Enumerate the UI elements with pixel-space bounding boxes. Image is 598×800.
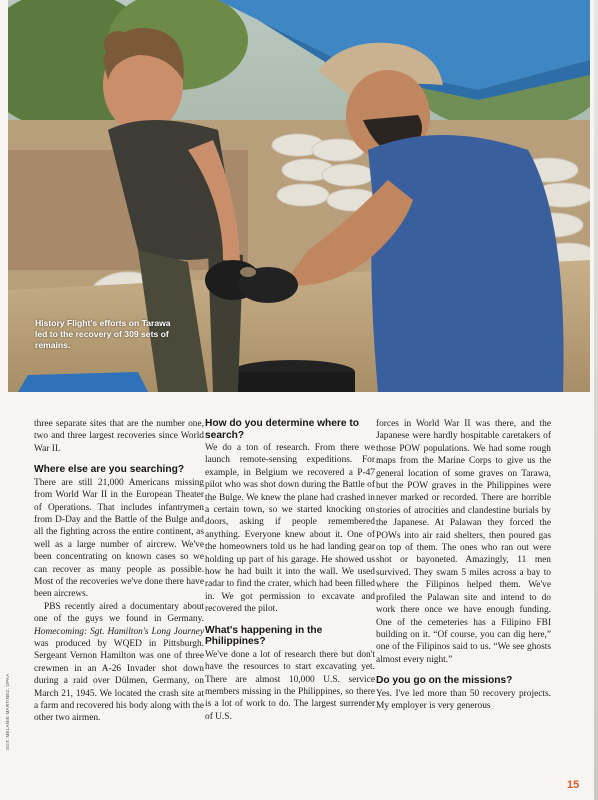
question-heading: What's happening in the Philippines? xyxy=(205,624,323,648)
paragraph: We've done a lot of research there but don't have the resources to start excavating yet. There are almost 10,000 U.S. service members missing in the Philippines, so there is a lot of work to do. The largest surrender of U.S. xyxy=(205,649,375,722)
paragraph: We do a ton of research. From there we launch remote-sensing expeditions. For example, in Belgium we recovered a P-47 pilot who was shot down during the Battle of the Bulge. We knew the plane had crashed in a certain town, so we started knocking on doors, asking if people remembered anything. Everyone knew about it. One of the homeowners told us he had landing gear holding up part of his garage. He showed us how he had built it into the wall. We used radar to find the crater, which had been filled in. We got permission to excavate and recovered the pilot. xyxy=(205,443,375,615)
paragraph: There are still 21,000 Americans missing from World War II in the European Theater of Operations. That includes infantrymen from D-Day and the Battle of the Bulge and all the fighting across the entire continent, as well as a large number of aircrew. We've been concentrating on known cases so we can recover as many people as possible. Most of the recoveries we've done there have been aircrews. xyxy=(34,477,204,600)
article-column-3 xyxy=(376,418,551,712)
article-column-2 xyxy=(205,418,375,723)
photo-caption: History Flight's efforts on Tarawa led to the recovery of 309 sets of remains. xyxy=(35,318,171,350)
photo-credit xyxy=(3,640,13,750)
question-heading: Do you go on the missions? xyxy=(376,675,513,687)
paragraph-text: was produced by WQED in Pittsburgh. Sergeant Vernon Hamilton was one of three crewmen in an A-26 Invader shot down during a raid over Dülmen, Germany, on March 21, 1945. We located the crash site at a farm and recovered his body along with the other two airmen. xyxy=(34,639,204,724)
article-column-1 xyxy=(34,418,204,725)
scan-edge xyxy=(594,0,598,800)
question-heading: Where else are you searching? xyxy=(34,464,185,476)
documentary-title: Homecoming: Sgt. Hamilton's Long Journey xyxy=(34,626,204,637)
paragraph xyxy=(34,601,204,725)
page-number: 15 xyxy=(567,779,580,791)
paragraph: three separate sites that are the number one, two and three largest recoveries since World War II. xyxy=(34,419,204,454)
paragraph: forces in World War II was there, and the Japanese were hardly hospitable caretakers of those POW populations. We had some rough maps from the Marine Corps to give us the general location of some graves on Tarawa, but the POW graves in the Philippines were never marked or recorded. There are horrible stories of atrocities and clandestine burials by the Japanese. At Palawan they forced the POWs into air raid shelters, then poured gas on top of them. The ones who ran out were shot or bayoneted. Amazingly, 11 men survived. They swam 5 miles across a bay to where the Filipinos helped them. We've profiled the Palawan site and intend to do work there once we have enough funding. One of the cemeteries has a Filipino FBI building on it. “Of course, you can dig here,” one of the Filipinos said to us. “We see ghosts almost every night.” xyxy=(376,419,551,665)
paragraph: Yes. I've led more than 50 recovery projects. My employer is very generous xyxy=(376,688,551,712)
question-heading: How do you determine where to search? xyxy=(205,418,359,441)
photo-credit-text: SGT. MELANIE MARTINEZ, DPAA xyxy=(5,673,10,750)
paragraph-text: PBS recently aired a documentary about one of the guys we found in Germany. xyxy=(34,601,204,625)
